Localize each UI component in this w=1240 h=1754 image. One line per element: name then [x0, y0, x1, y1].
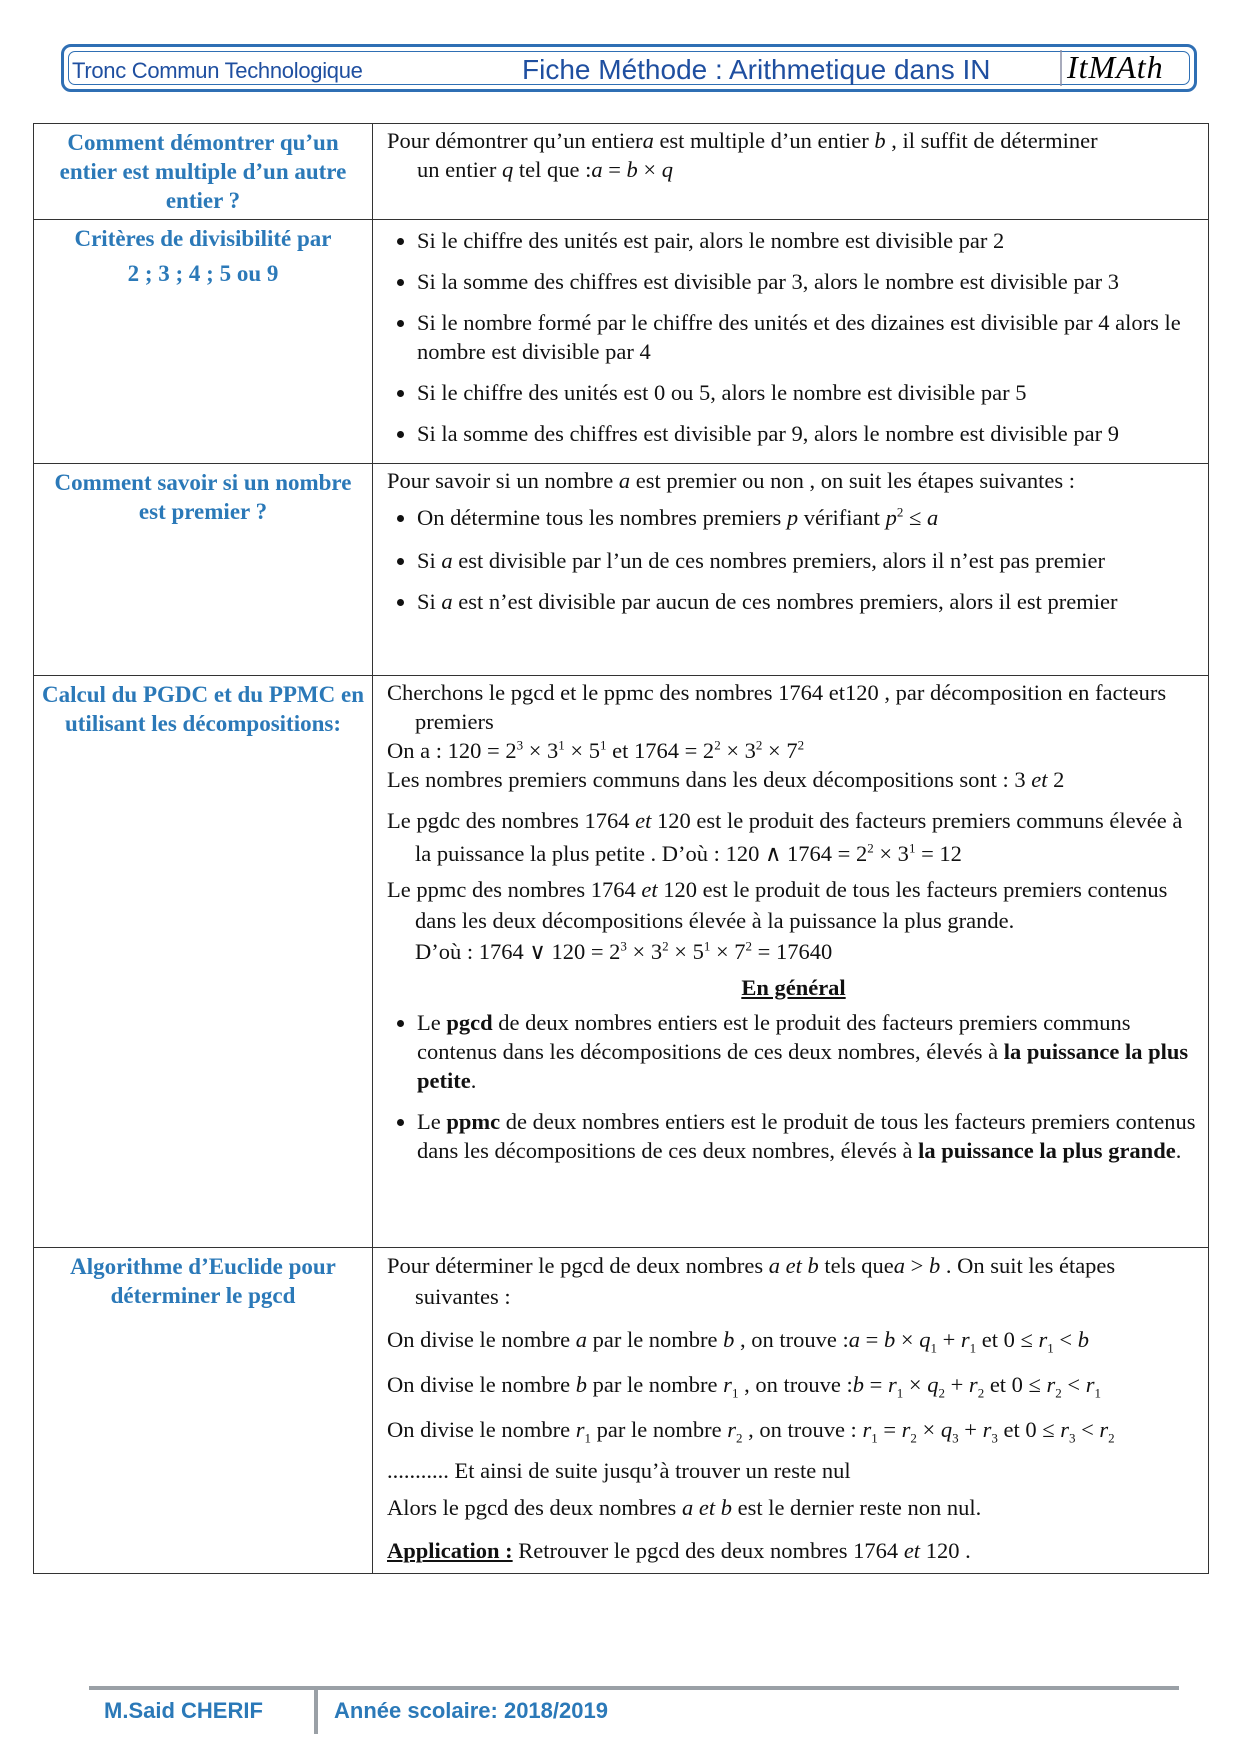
text-line: Alors le pgcd des deux nombres a et b est le dernier reste non nul. — [387, 1495, 982, 1520]
table-row — [34, 676, 1209, 1248]
text-line: Le ppmc des nombres 1764 et 120 est le produit de tous les facteurs premiers contenus dans les deux décompositions élevée à la puissance la plus grande. — [387, 877, 1168, 933]
list-item: • Si la somme des chiffres est divisible par 9, alors le nombre est divisible par 9 — [417, 419, 1200, 448]
list-item: • Si le chiffre des unités est 0 ou 5, alors le nombre est divisible par 5 — [417, 378, 1200, 407]
text-line: On divise le nombre $r_1$ par le nombre $r_2$ , on trouve : $r_1 = r_2 \times q_3 + r_3$ et $0 \le r_3 < r_2$ — [387, 1417, 1115, 1446]
text-line: Pour savoir si un nombre a est premier ou non , on suit les étapes suivantes : — [387, 468, 1076, 493]
footer-year: Année scolaire: 2018/2019 — [334, 1698, 608, 1723]
general-list — [387, 1008, 1200, 1165]
method-table — [33, 123, 1209, 1574]
footer-divider — [89, 1686, 1179, 1690]
footer-separator — [314, 1688, 318, 1734]
row-question: Critères de divisibilité par 2 ; 3 ; 4 ; 5 ou 9 — [34, 220, 373, 464]
list-item: • Le pgcd de deux nombres entiers est le produit des facteurs premiers communs contenus dans les décompositions de ces deux nombres, élevés à la puissance la plus petite. — [417, 1008, 1200, 1095]
footer-author: M.Said CHERIF — [104, 1698, 263, 1723]
text-line: Cherchons le pgcd et le ppmc des nombres 1764 et120 , par décomposition en facteurs premiers — [387, 680, 1167, 734]
text-line: Pour démontrer qu’un entiera est multiple d’un entier b , il suffit de déterminer — [387, 128, 1098, 153]
text-line: On divise le nombre b par le nombre $r_1$ , on trouve :b = $r_1 \times q_2 + r_2$ et $0 \le r_2 < r_1$ — [387, 1372, 1102, 1401]
list-item: • Si le chiffre des unités est pair, alors le nombre est divisible par 2 — [417, 226, 1200, 255]
logo-text: ItMAth — [1067, 49, 1164, 85]
list-item: • On détermine tous les nombres premiers p vérifiant $p^2 \le a$ — [417, 503, 1200, 532]
text-line: D’où : 1764 ∨ $120 = 2^3 \times 3^2 \times 5^1 \times 7^2 = 17640$ — [415, 938, 833, 964]
logo — [1055, 46, 1185, 88]
table-row — [34, 220, 1209, 464]
divisibility-list — [387, 226, 1200, 448]
text-line: On divise le nombre a par le nombre b , on trouve :a = $b \times q_1 + r_1$ et $0 \le r_1 < b$ — [387, 1327, 1089, 1356]
list-item: • Si a est divisible par l’un de ces nombres premiers, alors il n’est pas premier — [417, 546, 1200, 575]
row-question: Algorithme d’Euclide pour déterminer le pgcd — [34, 1248, 373, 1574]
table-row — [34, 1248, 1209, 1574]
row-answer — [373, 124, 1209, 220]
header-title: Fiche Méthode : Arithmetique dans IN — [522, 54, 991, 85]
text-line: un entier q tel que :a = b × q — [417, 157, 673, 182]
row-question: Calcul du PGDC et du PPMC en utilisant les décompositions: — [34, 676, 373, 1248]
list-item: • Si a est n’est divisible par aucun de ces nombres premiers, alors il est premier — [417, 587, 1200, 616]
table-row — [34, 124, 1209, 220]
prime-steps-list — [387, 503, 1200, 616]
logo-graphic — [1055, 46, 1185, 88]
text-line: ........... Et ainsi de suite jusqu’à trouver un reste nul — [387, 1458, 851, 1483]
text-line: On a : $120 = 2^3 \times 3^1 \times 5^1$ et $1764 = 2^2 \times 3^2 \times 7^2$ — [387, 737, 805, 763]
row-answer — [373, 220, 1209, 464]
row-answer — [373, 676, 1209, 1248]
list-item: • Si le nombre formé par le chiffre des unités et des dizaines est divisible par 4 alors le nombre est divisible par 4 — [417, 308, 1200, 366]
row-question: Comment savoir si un nombre est premier ? — [34, 464, 373, 676]
row-answer — [373, 464, 1209, 676]
application-label: Application : — [387, 1538, 513, 1563]
row-answer — [373, 1248, 1209, 1574]
text-line: Application : Retrouver le pgcd des deux nombres 1764 et 120 . — [387, 1538, 971, 1563]
row-question: Comment démontrer qu’un entier est multiple d’un autre entier ? — [34, 124, 373, 220]
table-row — [34, 464, 1209, 676]
text-line: Pour déterminer le pgcd de deux nombres a et b tels quea > b . On suit les étapes suivantes : — [387, 1253, 1116, 1309]
text-line: Le pgdc des nombres 1764 et 120 est le produit des facteurs premiers communs élevée à la puissance la plus petite . D’où : 120 ∧ $1764 = 2^2 \times 3^1 = 12$ — [387, 808, 1183, 866]
list-item: • Si la somme des chiffres est divisible par 3, alors le nombre est divisible par 3 — [417, 267, 1200, 296]
list-item: • Le ppmc de deux nombres entiers est le produit de tous les facteurs premiers contenus dans les décompositions de ces deux nombres, élevés à la puissance la plus grande. — [417, 1107, 1200, 1165]
header-course: Tronc Commun Technologique — [72, 58, 363, 83]
general-heading: En général — [741, 975, 846, 1000]
text-line: Les nombres premiers communs dans les deux décompositions sont : 3 et 2 — [387, 767, 1065, 792]
